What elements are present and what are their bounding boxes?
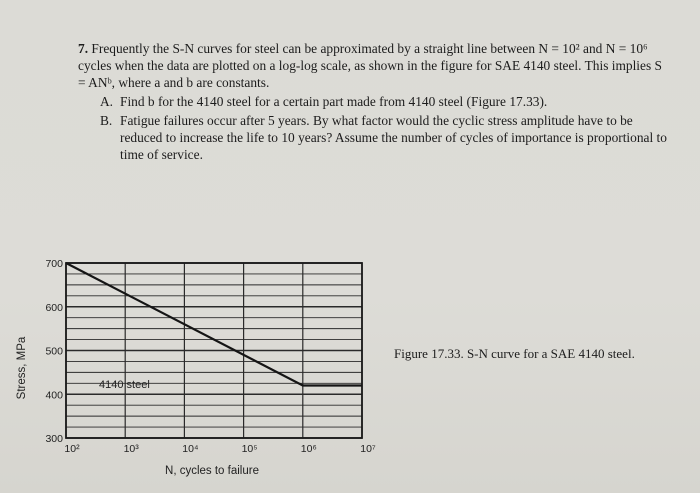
- x-tick-label: 10⁷: [360, 443, 376, 455]
- y-tick-label: 400: [45, 389, 63, 402]
- x-tick-label: 10⁵: [241, 443, 258, 455]
- part-a: [78, 93, 668, 110]
- sn-curve-chart: [0, 248, 400, 493]
- y-tick-label: 700: [45, 258, 63, 270]
- part-b-label: B.: [100, 113, 113, 128]
- series-label: 4140 steel: [99, 379, 150, 391]
- x-tick-label: 10²: [64, 443, 80, 455]
- y-tick-label: 300: [45, 433, 63, 445]
- chart-series: [66, 263, 362, 386]
- x-axis-label: N, cycles to failure: [165, 465, 259, 477]
- y-axis-label: Stress, MPa: [16, 336, 28, 400]
- x-tick-label: 10⁴: [182, 443, 199, 455]
- problem-number: 7.: [78, 41, 89, 56]
- x-tick-labels: [64, 443, 376, 455]
- y-tick-labels: [45, 258, 63, 445]
- part-b: [78, 112, 668, 163]
- problem-7: [78, 40, 668, 163]
- part-b-text: Fatigue failures occur after 5 years. By what factor would the cyclic stress amplitude have to be reduced to increase the life to 10 years? Assume the number of cycles of importance is proportional to time of service.: [120, 113, 667, 162]
- part-a-label: A.: [100, 94, 114, 109]
- problem-intro: [78, 40, 668, 91]
- x-tick-label: 10³: [123, 443, 139, 455]
- y-tick-label: 500: [45, 345, 63, 358]
- series-line: [66, 263, 362, 386]
- figure-caption: Figure 17.33. S-N curve for a SAE 4140 steel.: [394, 346, 635, 361]
- x-tick-label: 10⁶: [300, 443, 317, 455]
- part-a-text: Find b for the 4140 steel for a certain part made from 4140 steel (Figure 17.33).: [120, 94, 548, 109]
- problem-intro-text: Frequently the S-N curves for steel can be approximated by a straight line between N = 10² and N = 10⁶ cycles when the data are plotted on a log-log scale, as shown in the figure for SAE 4140 steel. This implies S = ANᵇ, where a and b are constants.: [78, 41, 662, 90]
- y-tick-label: 600: [45, 301, 63, 314]
- chart-grid: [66, 263, 362, 438]
